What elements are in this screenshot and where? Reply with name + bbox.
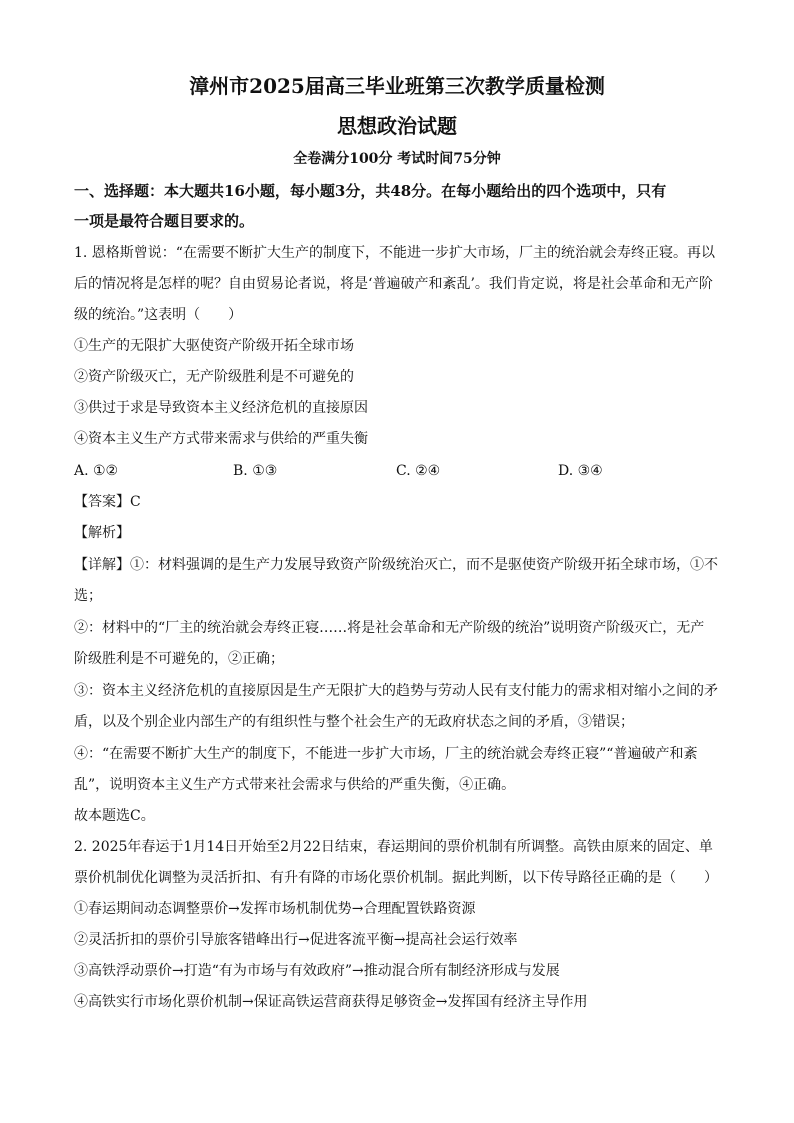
- q1-option-b: B. ①③: [233, 463, 278, 479]
- q1-detail-line: ③：资本主义经济危机的直接原因是生产无限扩大的趋势与劳动人民有支付能力的需求相对缩小之间的矛: [74, 683, 718, 699]
- q1-statement: ④资本主义生产方式带来需求与供给的严重失衡: [74, 431, 368, 447]
- q1-conclusion: 故本题选C。: [74, 808, 155, 824]
- section-heading-line1: 一、选择题：本大题共16小题，每小题3分，共48分。在每小题给出的四个选项中，只有: [74, 182, 667, 200]
- exam-title: 漳州市2025届高三毕业班第三次教学质量检测: [189, 74, 605, 98]
- q1-option-c: C. ②④: [396, 463, 441, 479]
- q1-option-a: A. ①②: [74, 463, 119, 479]
- q2-stem-line: 2. 2025年春运于1月14日开始至2月22日结束，春运期间的票价机制有所调整。高铁由原来的固定、单: [74, 839, 713, 855]
- q1-stem-line: 级的统治。”这表明（ ）: [74, 307, 243, 323]
- q1-detail-line: 乱”，说明资本主义生产方式带来社会需求与供给的严重失衡，④正确。: [74, 777, 516, 793]
- section-heading-line2: 一项是最符合题目要求的。: [74, 212, 255, 230]
- exam-info: 全卷满分100分 考试时间75分钟: [293, 151, 501, 167]
- q1-detail-line: 阶级胜利是不可避免的，②正确；: [74, 651, 284, 667]
- q1-detail-line: 选；: [74, 588, 102, 604]
- q1-detail-line: 【详解】①：材料强调的是生产力发展导致资产阶级统治灭亡，而不是驱使资产阶级开拓全球市场，①不: [74, 557, 718, 573]
- q1-detail-line: ②：材料中的“厂主的统治就会寿终正寝……将是社会革命和无产阶级的统治”说明资产阶级灭亡，无产: [74, 620, 705, 636]
- q1-stem-line: 1. 恩格斯曾说：“在需要不断扩大生产的制度下，不能进一步扩大市场，厂主的统治就会寿终正寝。再以: [74, 245, 715, 261]
- q2-stem-line: 票价机制优化调整为灵活折扣、有升有降的市场化票价机制。据此判断，以下传导路径正确的是（ ）: [74, 870, 718, 886]
- q2-statement: ②灵活折扣的票价引导旅客错峰出行→促进客流平衡→提高社会运行效率: [74, 932, 518, 948]
- q1-analysis-label: 【解析】: [74, 525, 130, 541]
- q1-option-d: D. ③④: [558, 463, 603, 479]
- subject-title: 思想政治试题: [337, 114, 457, 138]
- q2-statement: ③高铁浮动票价→打造“有为市场与有效政府”→推动混合所有制经济形成与发展: [74, 963, 560, 979]
- q1-statement: ②资产阶级灭亡，无产阶级胜利是不可避免的: [74, 369, 354, 385]
- q1-statement: ③供过于求是导致资本主义经济危机的直接原因: [74, 400, 368, 416]
- q1-detail-line: 盾，以及个别企业内部生产的有组织性与整个社会生产的无政府状态之间的矛盾，③错误；: [74, 714, 634, 730]
- q1-statement: ①生产的无限扩大驱使资产阶级开拓全球市场: [74, 338, 354, 354]
- q1-stem-line: 后的情况将是怎样的呢？自由贸易论者说，将是‘普遍破产和紊乱’。我们肯定说，将是社会革命和无产阶: [74, 276, 713, 292]
- q1-answer: 【答案】C: [74, 494, 141, 510]
- q1-detail-line: ④：“在需要不断扩大生产的制度下，不能进一步扩大市场，厂主的统治就会寿终正寝”“普遍破产和紊: [74, 746, 698, 762]
- q2-statement: ①春运期间动态调整票价→发挥市场机制优势→合理配置铁路资源: [74, 901, 476, 917]
- q2-statement: ④高铁实行市场化票价机制→保证高铁运营商获得足够资金→发挥国有经济主导作用: [74, 994, 588, 1010]
